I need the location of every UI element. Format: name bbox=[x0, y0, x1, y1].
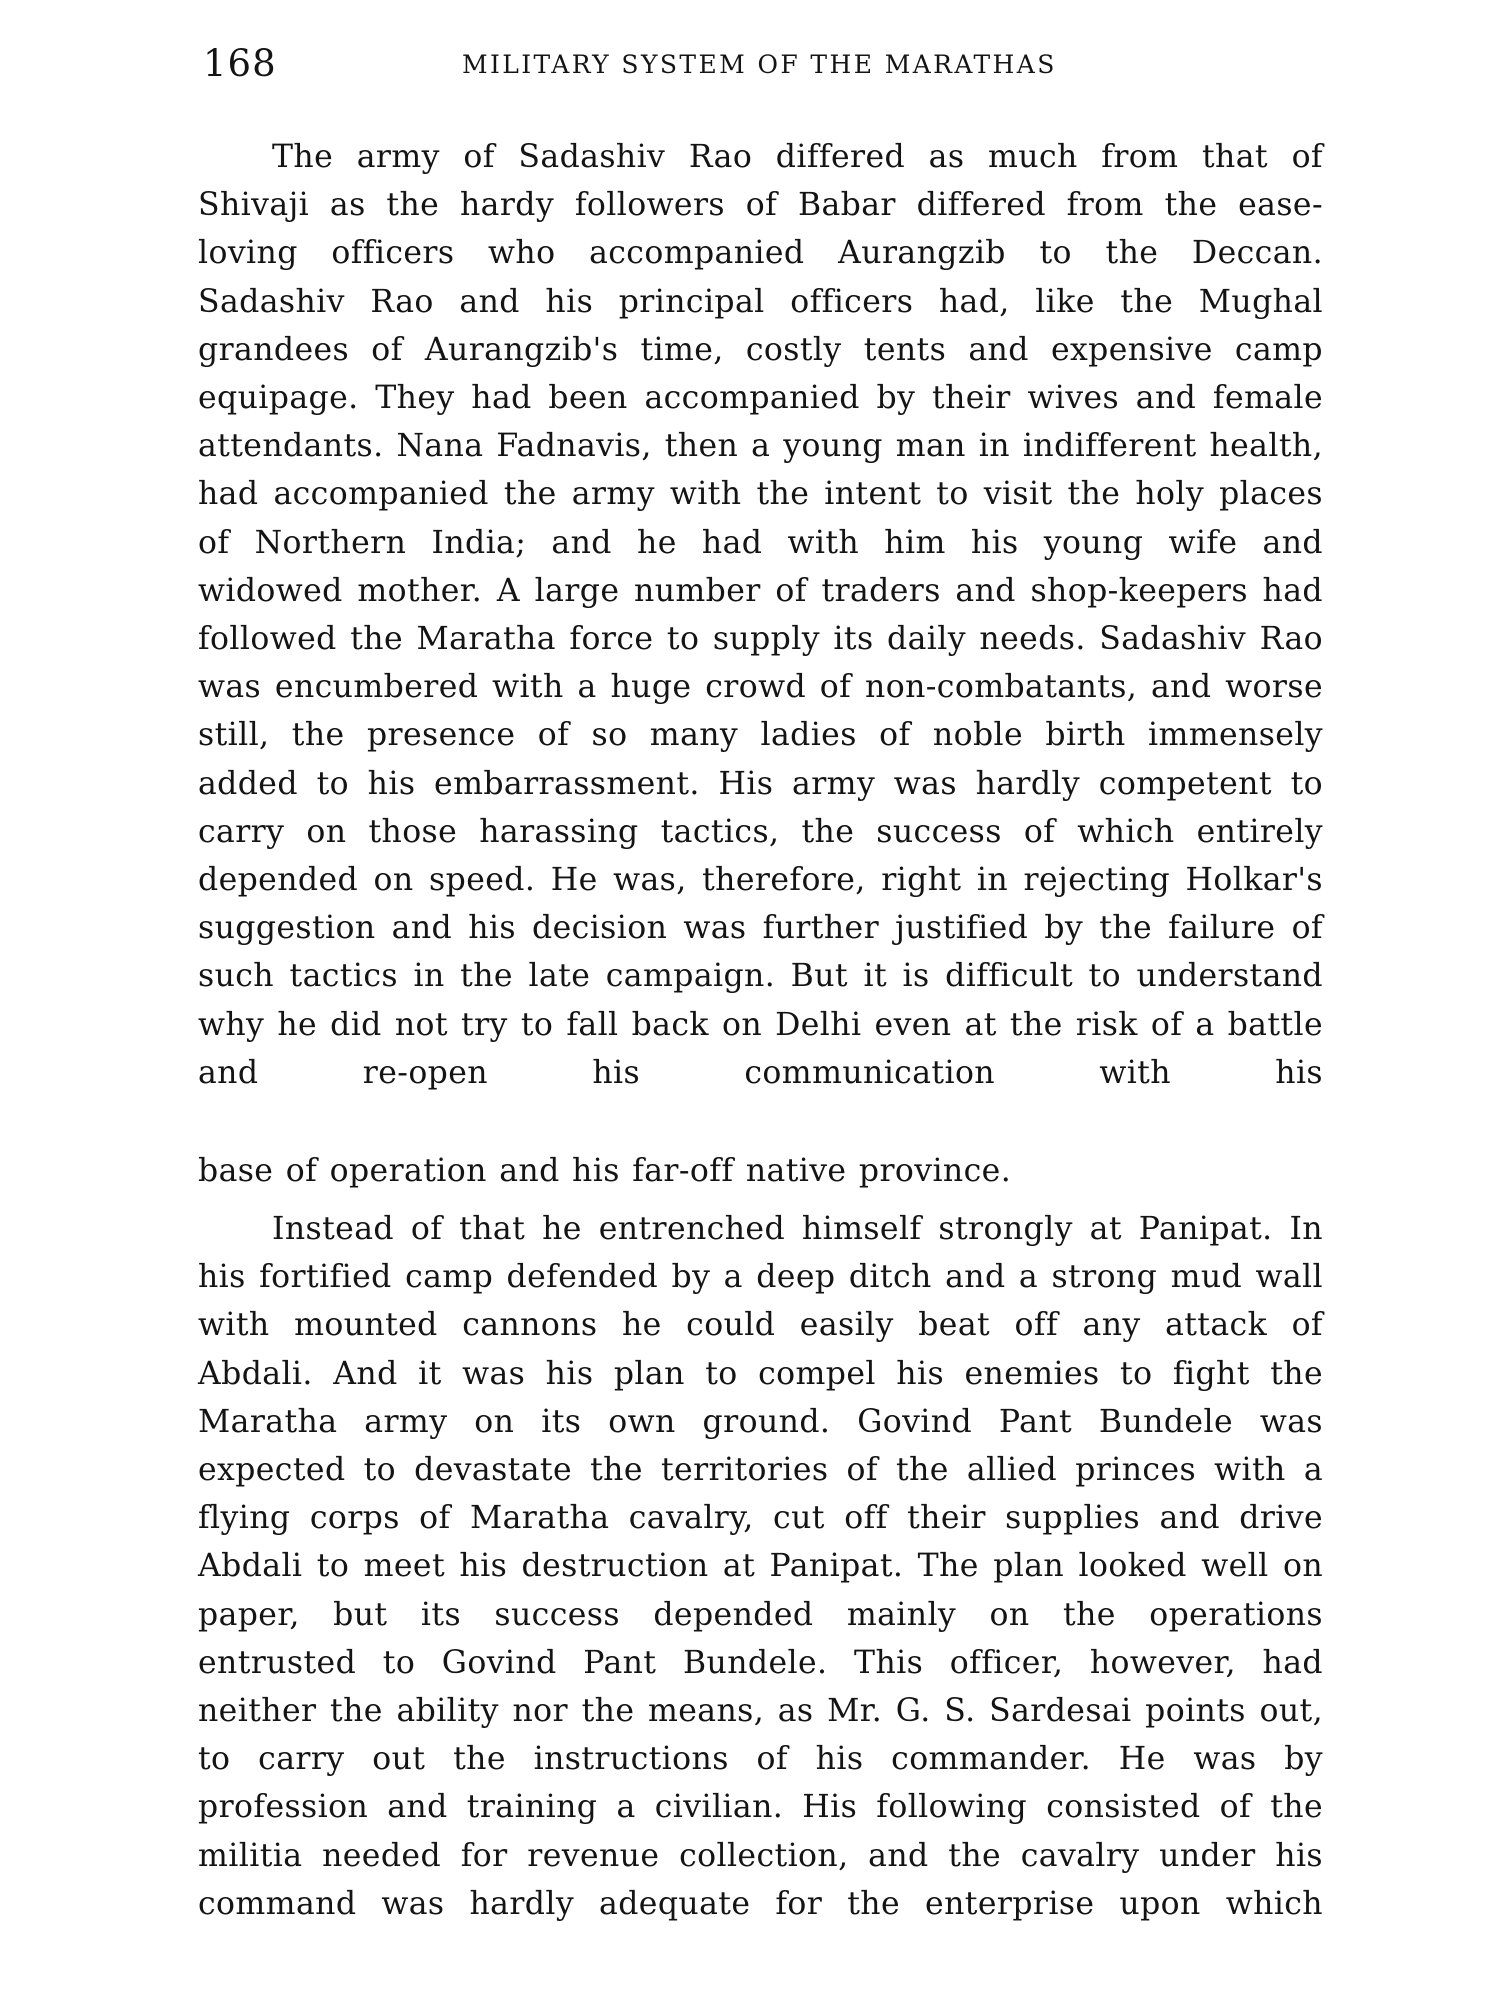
body-paragraph-2: Instead of that he entrenched himself strongly at Panipat. In his fortified camp defended by a deep ditch and a strong mud wall with mounted cannons he could easily beat off any attack of Abdali. And it was his plan to compel his enemies to fight the Maratha army on its own ground. Govind Pant Bundele was expected to devastate the territories of the allied princes with a flying corps of Maratha cavalry, cut off their supplies and drive Abdali to meet his destruction at Panipat. The plan looked well on paper, but its success depended mainly on the operations entrusted to Govind Pant Bundele. This officer, however, had neither the ability nor the means, as Mr. G. S. Sardesai points out, to carry out the instructions of his commander. He was by profession and training a civilian. His following consisted of the militia needed for revenue collection, and the cavalry under his command was hardly adequate for the enterprise upon which bbox=[198, 1211, 1323, 1922]
page-number: 168 bbox=[203, 42, 277, 85]
body-paragraph-1: The army of Sadashiv Rao differed as much from that of Shivaji as the hardy followers of Babar differed from the ease-loving officers who accompanied Aurangzib to the Deccan. Sadashiv Rao and his principal officers had, like the Mughal grandees of Aurangzib's time, costly tents and expensive camp equipage. They had been accompanied by their wives and female attendants. Nana Fadnavis, then a young man in indifferent health, had accompanied the army with the intent to visit the holy places of Northern India; and he had with him his young wife and widowed mother. A large number of traders and shop-keepers had followed the Maratha force to supply its daily needs. Sadashiv Rao was encumbered with a huge crowd of non-combatants, and worse still, the presence of so many ladies of noble birth immensely added to his embarrassment. His army was hardly competent to carry on those harassing tactics, the success of which entirely depended on speed. He was, therefore, right in rejecting Holkar's suggestion and his decision was further justified by the failure of such tactics in the late campaign. But it is difficult to understand why he did not try to fall back on Delhi even at the risk of a battle and re-open his communication with his bbox=[198, 139, 1323, 1091]
running-title: MILITARY SYSTEM OF THE MARATHAS bbox=[462, 50, 1057, 79]
body-paragraph-1-last-line: base of operation and his far-off native province. bbox=[198, 1153, 1012, 1189]
